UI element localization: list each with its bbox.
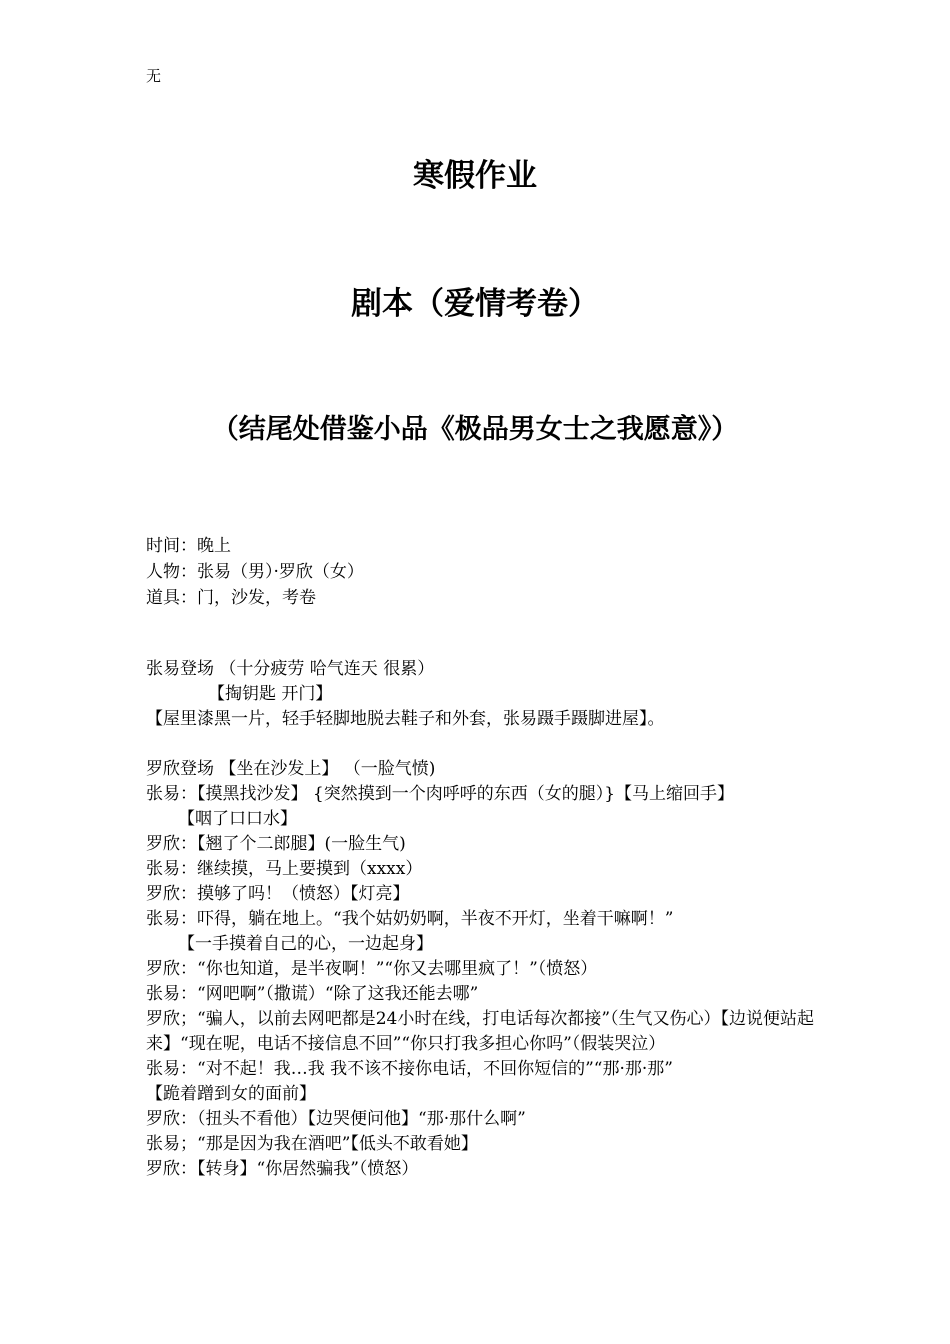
script-line: 罗欣：【翘了个二郎腿】(一脸生气) [146, 834, 406, 854]
script-info [146, 533, 826, 611]
script-line: 【一手摸着自己的心，一边起身】 [178, 934, 433, 954]
script-line: 张易：吓得，躺在地上。“我个姑奶奶啊，半夜不开灯，坐着干嘛啊！” [146, 909, 674, 929]
script-line: 张易：“网吧啊”（撒谎）“除了这我还能去哪” [146, 984, 479, 1004]
script-line: 【咽了口口水】 [178, 809, 297, 829]
script-line: 【掏钥匙 开门】 [208, 684, 333, 704]
script-line: 罗欣；“骗人，以前去网吧都是24小时在线，打电话每次都接”（生气又伤心）【边说便站起来】“现在呢，电话不接信息不回”“你只打我多担心你吗”（假装哭泣） [146, 1009, 815, 1054]
main-title: 寒假作业 [413, 158, 537, 194]
blank-line [146, 732, 814, 757]
script-line: 罗欣：（扭头不看他）【边哭便问他】“那·那什么啊” [146, 1109, 526, 1129]
script-line: 张易登场 （十分疲劳 哈气连天 很累） [146, 659, 435, 679]
script-line: 张易；“那是因为我在酒吧”【低头不敢看她】 [146, 1134, 478, 1154]
script-line: 罗欣登场 【坐在沙发上】 （一脸气愤) [146, 759, 436, 779]
script-line: 罗欣：“你也知道，是半夜啊！”“你又去哪里疯了！”（愤怒） [146, 959, 598, 979]
script-line: 【跪着蹭到女的面前】 [146, 1084, 316, 1104]
script-body [146, 657, 814, 1182]
script-line: 张易：【摸黑找沙发】 {突然摸到一个肉呼呼的东西（女的腿）}【马上缩回手】 [146, 784, 735, 804]
info-characters: 人物：张易（男）·罗欣（女） [146, 562, 364, 582]
info-props: 道具：门，沙发，考卷 [146, 588, 316, 608]
source-note: （结尾处借鉴小品《极品男女士之我愿意》） [211, 414, 739, 445]
script-line: 张易：“对不起！我…我 我不该不接你电话，不回你短信的”“那·那·那” [146, 1059, 673, 1079]
script-line: 罗欣：摸够了吗！（愤怒）【灯亮】 [146, 884, 410, 904]
script-title: 剧本（爱情考卷） [351, 286, 599, 322]
script-line: 【屋里漆黑一片，轻手轻脚地脱去鞋子和外套，张易蹑手蹑脚进屋】。 [146, 709, 665, 729]
script-line: 罗欣：【转身】“你居然骗我”（愤怒） [146, 1159, 419, 1179]
header-mark: 无 [146, 67, 162, 85]
script-line: 张易：继续摸，马上要摸到（xxxx） [146, 859, 423, 879]
info-time: 时间：晚上 [146, 536, 231, 556]
